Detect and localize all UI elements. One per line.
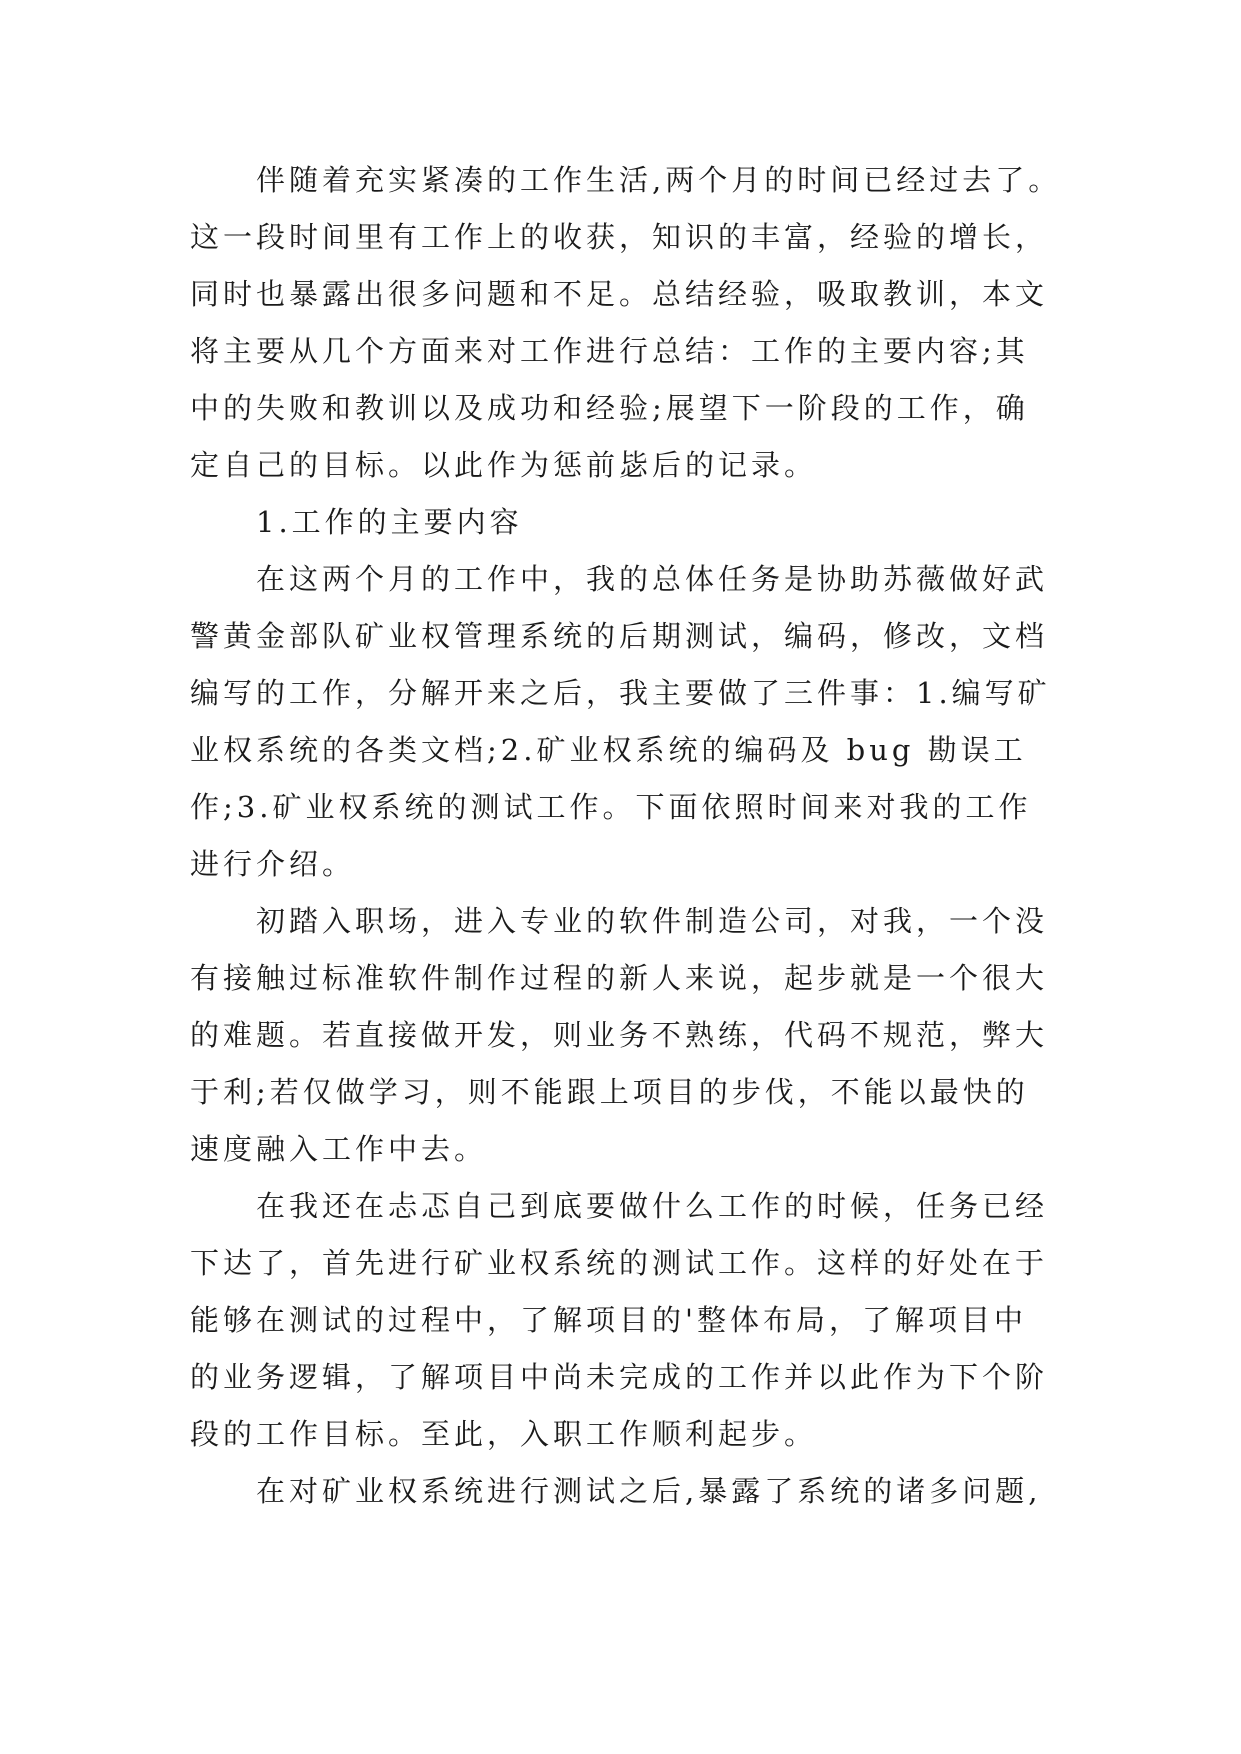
paragraph-line: 同时也暴露出很多问题和不足。总结经验，吸取教训，本文 — [190, 277, 1049, 311]
paragraph-line: 警黄金部队矿业权管理系统的后期测试，编码，修改，文档 — [190, 619, 1049, 653]
paragraph-line: 初踏入职场，进入专业的软件制造公司，对我，一个没 — [256, 904, 1049, 938]
paragraph-line: 在对矿业权系统进行测试之后,暴露了系统的诸多问题, — [256, 1474, 1042, 1508]
paragraph-line: 编写的工作，分解开来之后，我主要做了三件事：1.编写矿 — [190, 676, 1051, 710]
paragraph-line: 伴随着充实紧凑的工作生活,两个月的时间已经过去了。 — [256, 163, 1062, 197]
paragraph-line: 中的失败和教训以及成功和经验;展望下一阶段的工作，确 — [190, 391, 1029, 425]
paragraph-line: 业权系统的各类文档;2.矿业权系统的编码及 bug 勘误工 — [190, 733, 1027, 767]
paragraph-line: 在我还在忐忑自己到底要做什么工作的时候，任务已经 — [256, 1189, 1049, 1223]
paragraph-line: 进行介绍。 — [190, 847, 356, 881]
paragraph-line: 的难题。若直接做开发，则业务不熟练，代码不规范，弊大 — [190, 1018, 1049, 1052]
paragraph-line: 将主要从几个方面来对工作进行总结：工作的主要内容;其 — [190, 334, 1029, 368]
paragraph-line: 有接触过标准软件制作过程的新人来说，起步就是一个很大 — [190, 961, 1049, 995]
paragraph-line: 段的工作目标。至此，入职工作顺利起步。 — [190, 1417, 818, 1451]
section-heading: 1.工作的主要内容 — [256, 505, 523, 539]
paragraph-line: 的业务逻辑，了解项目中尚未完成的工作并以此作为下个阶 — [190, 1360, 1049, 1394]
paragraph-line: 速度融入工作中去。 — [190, 1132, 488, 1166]
paragraph-line: 这一段时间里有工作上的收获，知识的丰富，经验的增长， — [190, 220, 1049, 254]
paragraph-line: 下达了，首先进行矿业权系统的测试工作。这样的好处在于 — [190, 1246, 1049, 1280]
paragraph-line: 定自己的目标。以此作为惩前毖后的记录。 — [190, 448, 818, 482]
paragraph-line: 能够在测试的过程中，了解项目的'整体布局，了解项目中 — [190, 1303, 1027, 1337]
paragraph-line: 于利;若仅做学习，则不能跟上项目的步伐，不能以最快的 — [190, 1075, 1029, 1109]
paragraph-line: 在这两个月的工作中，我的总体任务是协助苏薇做好武 — [256, 562, 1049, 596]
paragraph-line: 作;3.矿业权系统的测试工作。下面依照时间来对我的工作 — [190, 790, 1032, 824]
